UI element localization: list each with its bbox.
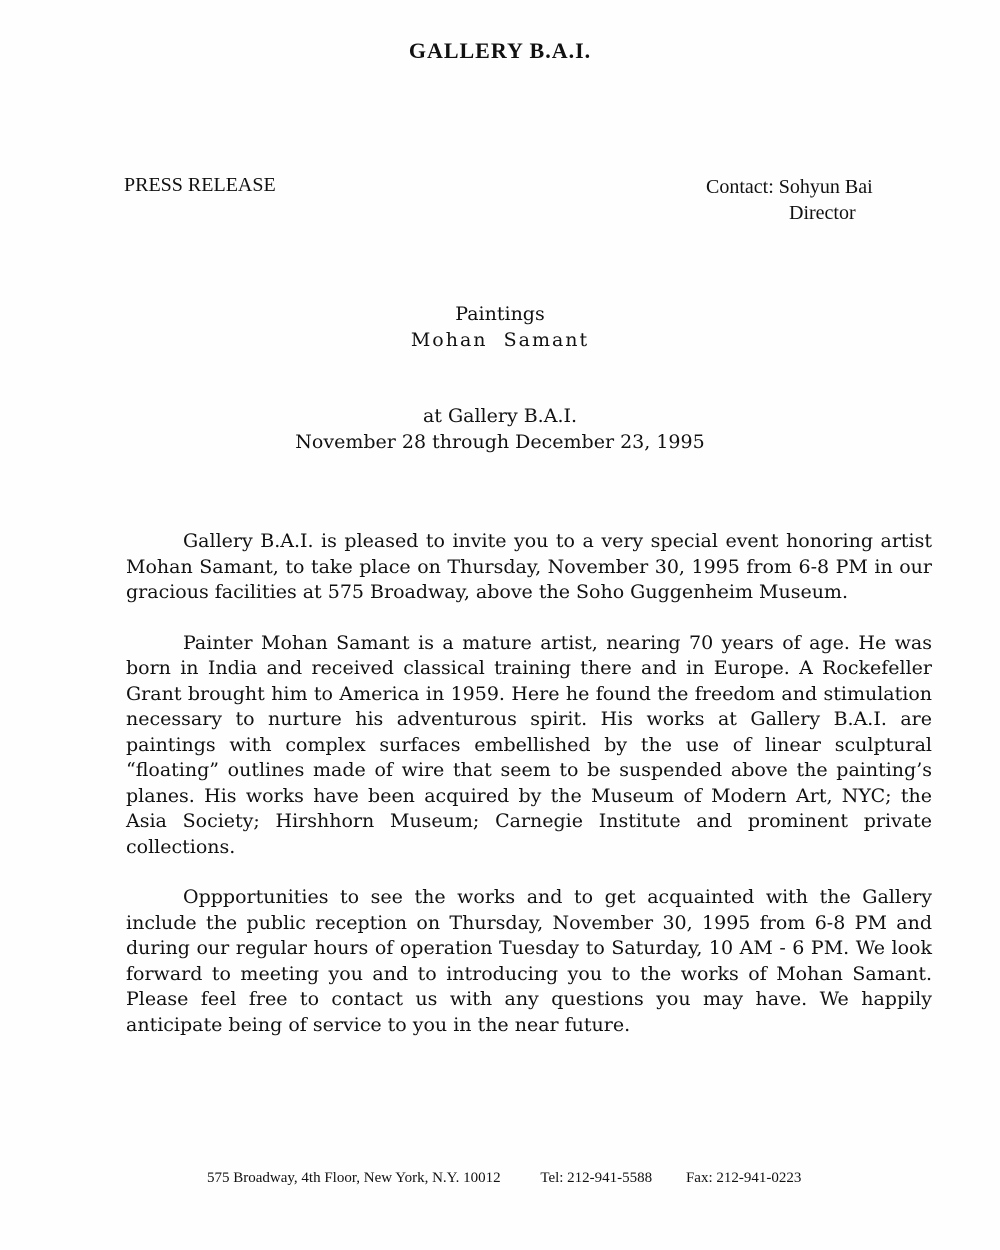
gallery-masthead: GALLERY B.A.I. — [408, 38, 592, 63]
press-release-label: PRESS RELEASE — [124, 174, 276, 196]
contact-block — [706, 174, 873, 226]
footer-fax: Fax: 212-941-0223 — [685, 1170, 802, 1186]
body-paragraph-opportunities: Oppportunities to see the works and to get acquainted with the Gallery include the public reception on Thursday, November 30, 1995 from 6-8 PM and during our regular hours of operation Tuesday to Saturday, 10 AM - 6 PM. We look forward to meeting you and to introducing you to the works of Mohan Samant. Please feel free to contact us with any questions you may have. We happily anticipate being of service to you in the near future. — [126, 886, 932, 1036]
body-paragraph-artist-bio: Painter Mohan Samant is a mature artist, nearing 70 years of age. He was born in India and received classical training there and in Europe. A Rockefeller Grant brought him to America in 1959. Here he found the freedom and stimulation necessary to nurture his adventurous spirit. His works at Gallery B.A.I. are paintings with complex surfaces embellished by the use of linear sculptural “floating” outlines made of wire that seem to be suspended above the painting’s planes. His works have been acquired by the Museum of Modern Art, NYC; the Asia Society; Hirshhorn Museum; Carnegie Institute and prominent private collections. — [126, 631, 932, 858]
venue-dates-block — [0, 403, 1000, 455]
footer-telephone: Tel: 212-941-5588 — [540, 1170, 653, 1186]
venue-line: at Gallery B.A.I. — [422, 405, 578, 427]
footer-contact-line — [207, 1170, 801, 1187]
dates-line: November 28 through December 23, 1995 — [295, 431, 705, 453]
contact-title: Director — [789, 202, 856, 224]
exhibition-title-block — [0, 301, 1000, 353]
body-text — [126, 529, 932, 1063]
footer-address: 575 Broadway, 4th Floor, New York, N.Y. 10012 — [207, 1170, 501, 1186]
exhibition-type: Paintings — [455, 303, 545, 325]
artist-name: Mohan Samant — [410, 329, 590, 351]
body-paragraph-invitation: Gallery B.A.I. is pleased to invite you to a very special event honoring artist Mohan Samant, to take place on Thursday, November 30, 1995 from 6-8 PM in our gracious facilities at 575 Broadway, above the Soho Guggenheim Museum. — [126, 530, 932, 603]
contact-name: Contact: Sohyun Bai — [706, 176, 873, 198]
